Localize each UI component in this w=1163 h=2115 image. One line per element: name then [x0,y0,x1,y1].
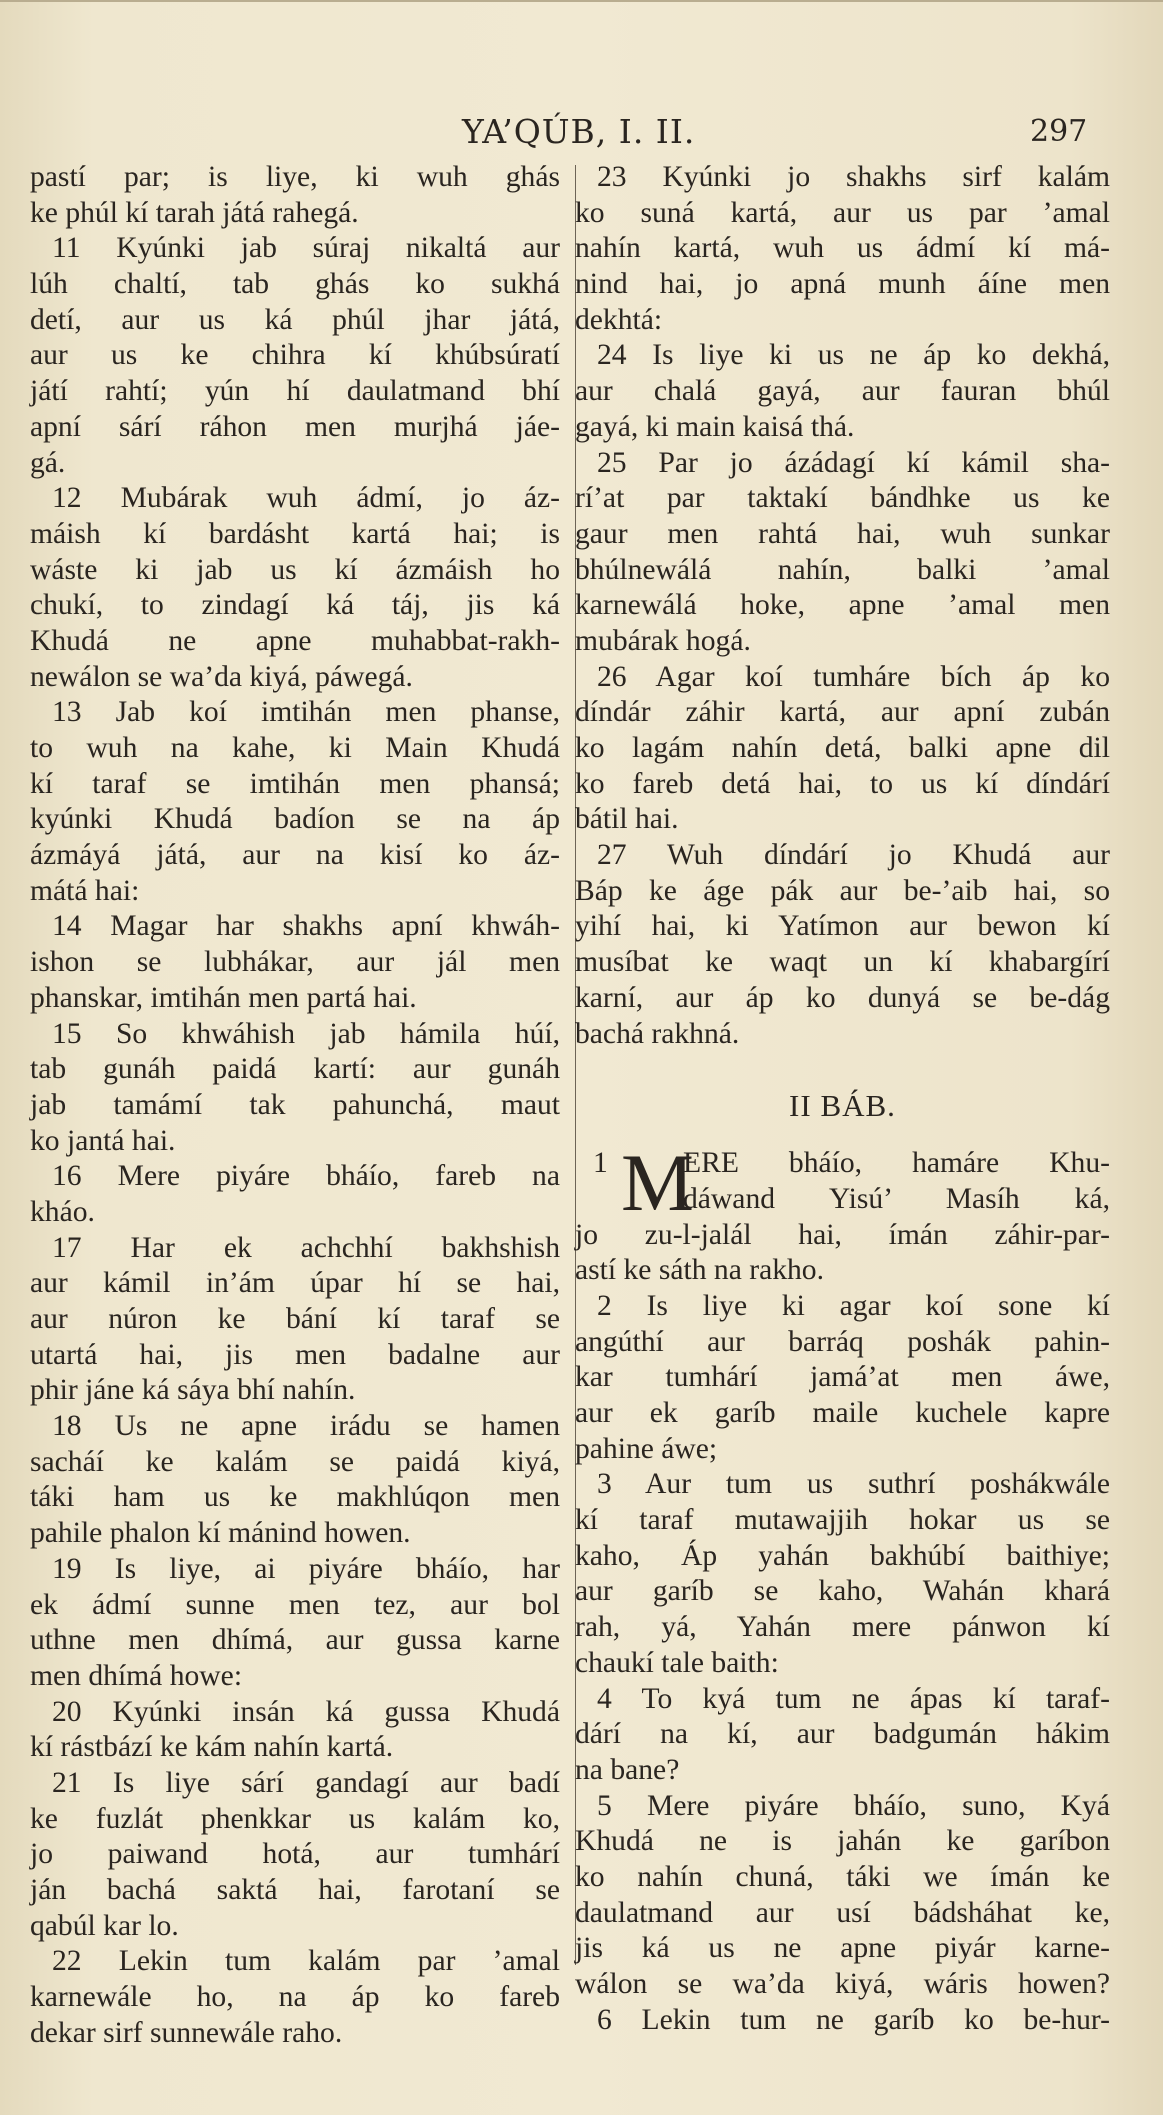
text-line: dekhtá: [575,303,663,336]
text-line: kí rástbází ke kám nahín kartá. [30,1731,394,1764]
dropcap-line-2-text: dáwand Yisú’ Masíh ká, [683,1182,1110,1215]
text-line: utartá hai, jis men badalne aur [30,1338,560,1371]
text-line: phir jáne ká sáya bhí nahín. [30,1374,356,1407]
top-edge-line [0,0,1163,2]
text-line: kháo. [30,1195,95,1228]
chapter-opening [575,1137,1110,1229]
text-line: 3 Aur tum us suthrí poshákwále [597,1468,1110,1501]
text-line: chukí, to zindagí ká táj, jis ká [30,589,560,622]
text-line: kaho, Áp yahán bakhúbí baithiye; [575,1539,1110,1572]
text-line: nind hai, jo apná munh áíne men [575,268,1110,301]
text-line: na bane? [575,1753,680,1786]
text-line: newálon se wa’da kiyá, páwegá. [30,660,413,693]
text-line: bhúlnewálá nahín, balki ’amal [575,553,1110,586]
text-line: pahile phalon kí mánind howen. [30,1517,411,1550]
text-line: lúh chaltí, tab ghás ko sukhá [30,268,560,301]
text-line: ko jantá hai. [30,1124,176,1157]
text-line: to wuh na kahe, ki Main Khudá [30,732,560,764]
text-line: detí, aur us ká phúl jhar játá, [30,303,560,336]
text-line: 21 Is liye sárí gandagí aur badí [52,1766,560,1799]
text-line: 11 Kyúnki jab súraj nikaltá aur [52,232,560,265]
text-line: 26 Agar koí tumháre bích áp ko [597,660,1110,693]
text-line: mátá hai: [30,874,140,907]
text-line: ko lagám nahín detá, balki apne dil [575,732,1110,764]
text-line: qabúl kar lo. [30,1909,179,1942]
text-line: mubárak hogá. [575,624,751,657]
text-line: aur chalá gayá, aur fauran bhúl [575,375,1110,408]
page-number: 297 [1030,114,1088,149]
text-line: sacháí ke kalám se paidá kiyá, [30,1445,560,1478]
text-line: dekar sirf sunnewále raho. [30,2016,343,2049]
text-line: Báp ke áge pák aur be-’aib hai, so [575,874,1110,907]
right-column-bottom-text [575,1218,1110,2039]
text-line: ishon se lubhákar, aur jál men [30,946,560,979]
text-line: játí rahtí; yún hí daulatmand bhí [30,375,560,408]
text-line: ko nahín chuná, táki we ímán ke [575,1860,1110,1893]
text-line: 23 Kyúnki jo shakhs sirf kalám [597,161,1110,193]
text-line: 12 Mubárak wuh ádmí, jo áz- [52,482,560,515]
text-line: bachá rakhná. [575,1017,740,1050]
text-line: karní, aur áp ko dunyá se be-dág [575,981,1110,1014]
text-line: kyúnki Khudá badíon se na áp [30,803,560,836]
text-line: 2 Is liye ki agar koí sone kí [597,1289,1110,1322]
text-line: aur us ke chihra kí khúbsúratí [30,339,560,372]
text-line: karnewálá hoke, apne ’amal men [575,589,1110,622]
text-line: 5 Mere piyáre bháío, suno, Kyá [597,1789,1110,1822]
text-line: wálon se wa’da kiyá, wáris howen? [575,1968,1110,2000]
running-title: YA’QÚB, I. II. [462,112,696,151]
text-line: tab gunáh paidá kartí: aur gunáh [30,1053,560,1086]
text-line: chaukí tale baith: [575,1646,779,1679]
text-line: aur núron ke bání kí taraf se [30,1303,560,1335]
text-line: aur ek garíb maile kuchele kapre [575,1397,1110,1429]
text-line: Khudá ne apne muhabbat-rakh- [30,624,560,657]
text-line: ko suná kartá, aur us par ’amal [575,196,1110,229]
text-line: wáste ki jab us kí ázmáish ho [30,553,560,586]
text-line: astí ke sáth na rakho. [575,1254,825,1287]
text-line: 4 To kyá tum ne ápas kí taraf- [597,1682,1110,1715]
text-line: Khudá ne is jahán ke garíbon [575,1825,1110,1858]
right-column-top-text [575,160,1110,1052]
left-column [30,160,560,2051]
text-line: jab tamámí tak pahunchá, maut [30,1088,560,1121]
text-line: 6 Lekin tum ne garíb ko be-hur- [597,2003,1110,2036]
text-line: 13 Jab koí imtihán men phanse, [52,696,560,729]
text-line: 22 Lekin tum kalám par ’amal [52,1945,560,1978]
text-line: apní sárí ráhon men murjhá jáe- [30,410,560,443]
verse-number-1: 1 [593,1147,608,1180]
text-line: 24 Is liye ki us ne áp ko dekhá, [597,339,1110,372]
text-line: angúthí aur barráq poshák pahin- [575,1325,1110,1358]
text-line: ke phúl kí tarah játá rahegá. [30,196,359,229]
text-line: uthne men dhímá, aur gussa karne [30,1624,560,1657]
text-line: máish kí bardásht kartá hai; is [30,517,560,550]
text-line: aur garíb se kaho, Wahán khará [575,1575,1110,1608]
text-line: 17 Har ek achchhí bakhshish [52,1231,560,1264]
text-line: 27 Wuh díndárí jo Khudá aur [597,839,1110,872]
text-line: pastí par; is liye, ki wuh ghás [30,161,560,193]
text-line: ázmáyá játá, aur na kisí ko áz- [30,839,560,872]
text-line: ján bachá saktá hai, farotaní se [30,1874,560,1906]
text-line: kar tumhárí jamá’at men áwe, [575,1361,1110,1394]
text-line: dárí na kí, aur badgumán hákim [575,1718,1110,1751]
right-column [575,160,1110,2038]
text-line: karnewále ho, na áp ko fareb [30,1981,560,2014]
text-line: jo paiwand hotá, aur tumhárí [30,1838,560,1871]
text-line: 16 Mere piyáre bháío, fareb na [52,1160,560,1193]
text-line: 25 Par jo ázádagí kí kámil sha- [597,446,1110,479]
text-line: daulatmand aur usí bádsháhat ke, [575,1896,1110,1929]
text-line: pahine áwe; [575,1432,718,1465]
text-line: phanskar, imtihán men partá hai. [30,981,417,1014]
text-line: jis ká us ne apne piyár karne- [575,1932,1110,1965]
text-line: rah, yá, Yahán mere pánwon kí [575,1611,1110,1644]
text-line: rí’at par taktakí bándhke us ke [575,482,1110,515]
text-line: 15 So khwáhish jab hámila húí, [52,1017,560,1050]
text-line: gayá, ki main kaisá thá. [575,410,855,443]
text-line: 14 Magar har shakhs apní khwáh- [52,910,560,943]
text-line: ke fuzlát phenkkar us kalám ko, [30,1802,560,1835]
chapter-heading: II BÁB. [789,1088,896,1124]
text-line: ek ádmí sunne men tez, aur bol [30,1588,560,1621]
text-line: ko fareb detá hai, to us kí díndárí [575,767,1110,800]
text-line: táki ham us ke makhlúqon men [30,1481,560,1514]
text-line: kí taraf mutawajjih hokar us se [575,1504,1110,1537]
text-line: 18 Us ne apne irádu se hamen [52,1410,560,1443]
text-line: bátil hai. [575,803,679,836]
text-line: aur kámil in’ám úpar hí se hai, [30,1267,560,1300]
text-line: musíbat ke waqt un kí khabargírí [575,946,1110,979]
dropcap-letter: M [621,1137,694,1229]
text-line: 19 Is liye, ai piyáre bháío, har [52,1552,560,1585]
page-header [0,112,1163,156]
text-line: jo zu-l-jalál hai, ímán záhir-par- [575,1218,1110,1251]
text-line: nahín kartá, wuh us ádmí kí má- [575,232,1110,265]
text-line: kí taraf se imtihán men phansá; [30,767,560,800]
dropcap-line-1-text: ERE bháío, hamáre Khu- [683,1147,1110,1180]
text-line: men dhímá howe: [30,1659,243,1692]
text-line: 20 Kyúnki insán ká gussa Khudá [52,1695,560,1728]
text-line: díndár záhir kartá, aur apní zubán [575,696,1110,729]
text-line: gaur men rahtá hai, wuh sunkar [575,517,1110,550]
text-line: yihí hai, ki Yatímon aur bewon kí [575,910,1110,943]
text-line: gá. [30,446,66,479]
